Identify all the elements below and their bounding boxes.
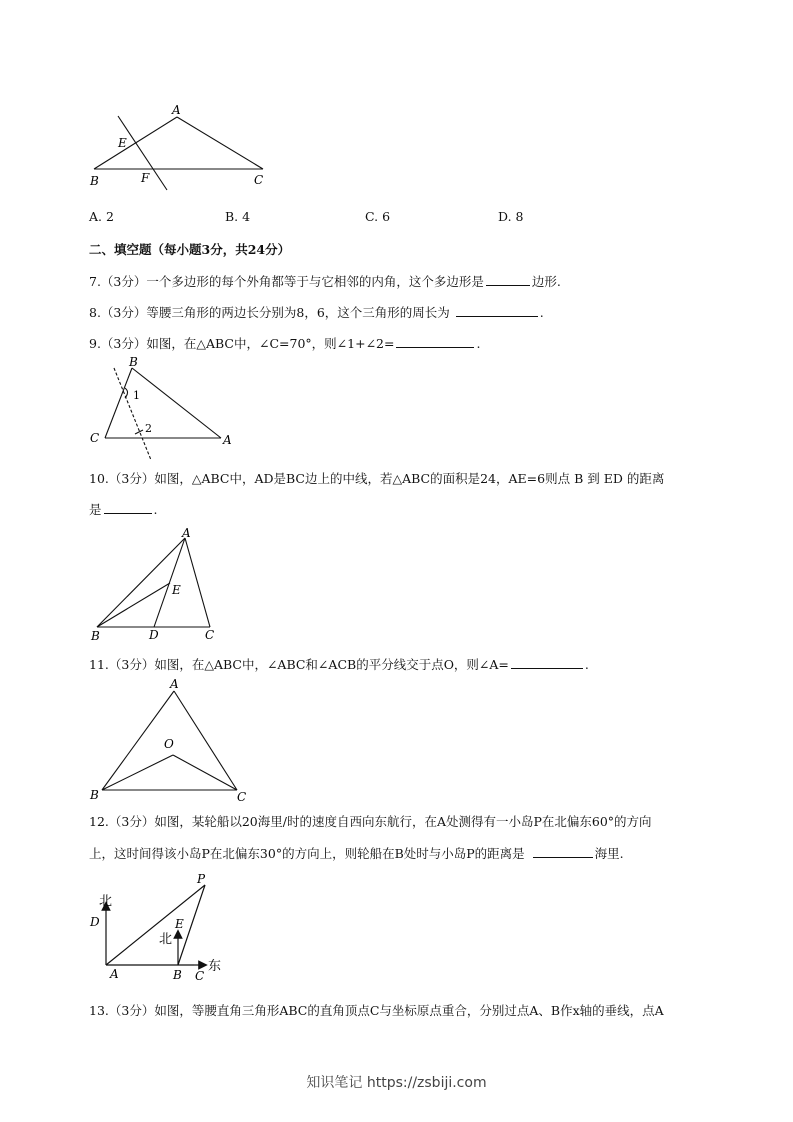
figure-top-triangle [85,100,275,195]
option-d: D. 8 [498,209,524,224]
answer-blank[interactable] [486,272,530,286]
answer-blank[interactable] [533,844,593,858]
q9-text: 9.（3分）如图，在△ABC中，∠C=70°，则∠1+∠2= [89,336,395,351]
fig12-east: 东 [208,959,222,974]
fig12-north-2: 北 [159,932,173,947]
label-A: A [172,103,181,117]
label-F: F [141,171,150,185]
fig9-label-C: C [90,431,100,445]
fig10-label-A: A [182,526,191,540]
fig12-label-A: A [110,967,119,981]
figure-q10 [85,526,225,646]
fig10-label-E: E [172,583,181,597]
q12-text: 12.（3分）如图，某轮船以20海里/时的速度自西向东航行，在A处测得有一小岛P在北偏东60°的方向 [89,814,652,829]
fig11-label-A: A [170,677,179,691]
answer-blank[interactable] [396,334,474,348]
footer-watermark[interactable]: 知识笔记 https://zsbiji.com [306,1075,487,1091]
fig12-north-1: 北 [99,894,113,909]
q10-text: 10.（3分）如图，△ABC中，AD是BC边上的中线，若△ABC的面积是24，AE=6则点 B 到 ED 的距离 [89,471,665,486]
option-c: C. 6 [365,209,391,224]
question-11 [89,655,589,673]
q9-tail: . [476,336,481,351]
fig11-label-C: C [237,790,247,804]
question-8 [89,303,544,321]
q10-tail: . [153,502,158,517]
q12-tail: 海里. [594,846,624,861]
question-13 [89,1001,664,1019]
q8-text: 8.（3分）等腰三角形的两边长分别为8，6，这个三角形的周长为 [89,305,450,320]
fig10-label-D: D [149,628,159,642]
fig9-label-B: B [129,355,138,369]
label-B: B [90,174,99,188]
q12-text-2: 上，这时间得该小岛P在北偏东30°的方向上，则轮船在B处时与小岛P的距离是 [89,846,525,861]
figure-q12 [85,870,235,985]
fig9-label-A: A [223,433,232,447]
fig10-label-C: C [205,628,215,642]
fig12-label-D: D [90,915,100,929]
figure-q9 [85,354,245,464]
option-a: A. 2 [89,209,114,224]
q11-text: 11.（3分）如图，在△ABC中，∠ABC和∠ACB的平分线交于点O，则∠A= [89,657,509,672]
fig9-angle-1: 1 [133,389,140,402]
fig9-angle-2: 2 [145,422,152,435]
q13-text: 13.（3分）如图，等腰直角三角形ABC的直角顶点C与坐标原点重合，分别过点A、B作x轴的垂线，点A [89,1003,664,1018]
q10-text-2: 是 [89,502,102,517]
option-b: B. 4 [225,209,251,224]
label-E: E [118,136,127,150]
fig10-label-B: B [91,629,100,643]
fig12-label-E: E [175,917,184,931]
q11-tail: . [584,657,589,672]
q8-tail: . [539,305,544,320]
fig12-label-C: C [195,969,205,983]
fig12-label-P: P [197,872,206,886]
question-10 [89,469,664,487]
question-7 [89,272,561,290]
question-10-cont [89,500,158,518]
q7-text: 7.（3分）一个多边形的每个外角都等于与它相邻的内角，这个多边形是 [89,274,484,289]
answer-blank[interactable] [456,303,538,317]
question-12 [89,812,652,830]
fig11-label-B: B [90,788,99,802]
question-12-cont [89,844,624,862]
section-title: 二、填空题（每小题3分，共24分） [89,242,291,257]
answer-blank[interactable] [104,500,152,514]
question-9 [89,334,480,352]
figure-q11 [85,675,255,805]
fig11-label-O: O [164,737,174,751]
label-C: C [254,173,264,187]
q7-tail: 边形. [531,274,561,289]
answer-blank[interactable] [511,655,583,669]
fig12-label-B: B [173,968,182,982]
